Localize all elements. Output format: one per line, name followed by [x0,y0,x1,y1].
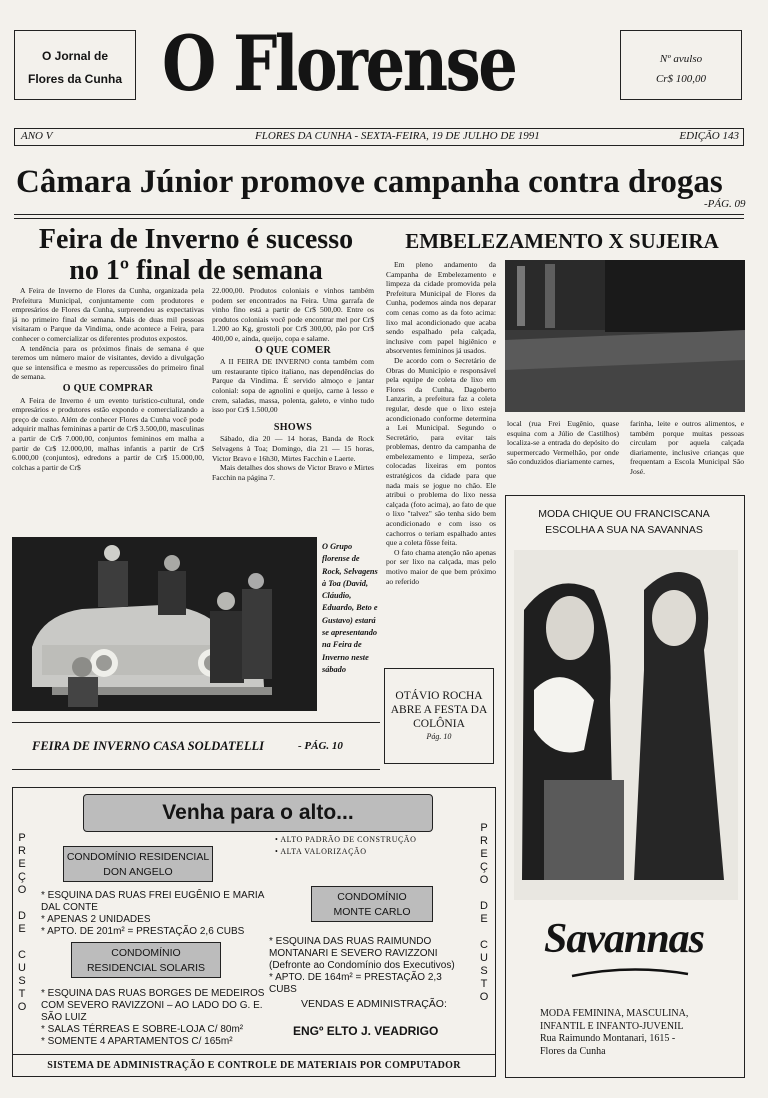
savannas-footer-line1: MODA FEMININA, MASCULINA, [540,1008,689,1019]
don-angelo-title-box [63,846,213,882]
monte-carlo-item-2: * APTO. DE 164m² = PRESTAÇÃO 2,3 CUBS [269,972,442,995]
masthead-left-line1: O Jornal de [41,49,109,63]
vertical-letter: C [480,939,488,951]
vertical-letter: D [480,900,488,912]
savannas-photo [514,550,738,900]
solaris-item-1: * ESQUINA DAS RUAS BORGES DE MEDEIROS COM SEVERO RAVIZZONI – AO LADO DO G. E. SÃO LUIZ [41,988,265,1023]
price-value: Cr$ 100,00 [655,73,707,85]
don-angelo-item-2: * APENAS 2 UNIDADES [41,914,151,925]
savannas-top-line2: ESCOLHA A SUA NA SAVANNAS [545,524,703,536]
monte-carlo-list [269,936,469,996]
vertical-letter [15,936,29,949]
feira-col1 [12,286,204,524]
embelezamento-p1: Em pleno andamento da Campanha de Embelezamento e limpeza da cidade promovida pela Prefeitura Municipal de Flores da Cunha, podemos ainda nos deparar com cenas como as da foto acima: lixo mal acondicionado que acaba sendo espalhado pela calçada, inclusive com papel higiênico e absorventes femininos já usados. [386,260,496,356]
condo-headline-bar [83,794,433,832]
solaris-item-2: * SALAS TÉRREAS E SOBRE-LOJA C/ 80m² [41,1024,244,1035]
feira-col2-p3: Sábado, dia 20 — 14 horas, Banda de Rock Selvagens à Toa; Domingo, dia 21 — 15 horas, Victor Bravo e 16h30, Mirtes Facchin e Laerte. [212,434,374,463]
solaris-title-2: RESIDENCIAL SOLARIS [86,962,206,974]
vertical-letter: O [479,874,489,886]
condo-features [275,834,416,858]
vertical-letter: T [480,978,488,990]
embelezamento-p3: O fato chama atenção não apenas por ser lixo na calçada, mas pelo motivo maior de que bem próximo ao referido [386,547,496,586]
savannas-photo-graphic [514,550,738,900]
solaris-title-box [71,942,221,978]
vertical-letter: Ç [18,871,26,883]
feira-col2-p4: Mais detalhes dos shows de Victor Bravo e Mirtes Facchin na página 7. [212,463,374,482]
top-headline: Câmara Júnior promove campanha contra drogas [16,164,723,200]
vertical-letter [477,887,491,900]
date-line: FLORES DA CUNHA - SEXTA-FEIRA, 19 DE JULHO DE 1991 [255,130,540,142]
feira-col1-p2: A tendência para os próximos finais de semana é que teremos um número maior de visitantes, devido a divulgação que se intensifica e mesmo as repercussões do primeiro final de semana. [12,343,204,382]
feira-headline-line2: no 1º final de semana [69,255,323,286]
vertical-letter: E [480,848,488,860]
savannas-footer-line3: Rua Raimundo Montanari, 1615 - [540,1033,676,1044]
don-angelo-item-3: * APTO. DE 201m² = PRESTAÇÃO 2,6 CUBS [41,926,245,937]
otavio-teaser-line3: COLÔNIA [413,718,465,730]
vertical-left-column [15,832,29,1014]
feature-1: • ALTO PADRÃO DE CONSTRUÇÃO [275,835,417,844]
embelezamento-subcol2: farinha, leite e outros alimentos, e também porque muitas pessoas circulam por aquela calçada diariamente, inclusive crianças que frequentam a Escola Municipal São José. [630,419,744,476]
don-angelo-title-1: CONDOMÍNIO RESIDENCIAL [66,851,210,863]
masthead-title: O Florense [162,19,516,108]
otavio-teaser-page: Pág. 10 [426,732,452,741]
don-angelo-item-1: * ESQUINA DAS RUAS FREI EUGÊNIO E MARIA DAL CONTE [41,890,264,913]
vertical-right-column [477,822,491,1004]
monte-carlo-title-2: MONTE CARLO [333,906,411,918]
vertical-left-letters [15,832,29,1014]
feira-col1-heading: O QUE COMPRAR [62,382,154,394]
savannas-ad [505,495,745,1078]
price-label: Nº avulso [659,53,703,65]
monte-carlo-title-1: CONDOMÍNIO [337,891,407,903]
feira-col1-p3: A Feira de Inverno é um evento turístico-cultural, onde empresários e produtores estão expondo e comercializando a preço de custo. Além de conhecer Flores da Cunha você pode adquirir malhas femininas a partir de Cr$ 3.500,00, masculinas a partir de Cr$ 7.000,00, conjuntos femininos em malha a partir de Cr$ 12.000,00, malhas infantis a partir de Cr$ 6.000,00 (conjuntos), edredons a partir de Cr$ 15.000,00, colchas a partir de Cr$ [12,395,204,472]
embelezamento-p2: De acordo com o Secretário de Obras do Município e responsável pela equipe de coleta de lixo em Flores da Cunha, Dagoberto Lanzarin, a prefeitura faz a coleta regular, desde que o lixo esteja acondicionado conforme determina a Lei Municipal. Segundo o Secretário, para evitar tais problemas, dentro da campanha de embelezamento e limpeza, serão colocadas lixeiras em pontos estratégicos da cidade para que nada mais se jogue no chão. Ele atribui o problema do lixo nessa calçada (foto acima), ao fato de que o lixo "talvez" são tenha sido bem acondicionado e com isso os cachorros o teriam espalhado antes que a coleta fôsse feita. [386,355,496,548]
embelezamento-col [386,260,496,722]
engineer-name: ENGº ELTO J. VEADRIGO [293,1024,439,1038]
vertical-letter: R [18,845,26,857]
feira-headline [14,224,378,286]
vertical-letter: D [18,910,26,922]
savannas-logo: Savannas [543,916,705,962]
band-photo-caption: O Grupo florense de Rock, Selvagens à Toa (David, Cláudio, Eduardo, Beto e Gustavo) estará se apresentando na Feira de Inverno neste sábado [322,542,378,674]
feira-col2-heading2: SHOWS [273,421,313,433]
edition-label: EDIÇÃO 143 [679,130,739,142]
embelezamento-headline: EMBELEZAMENTO X SUJEIRA [405,229,719,253]
vertical-letter: U [480,952,488,964]
feira-col2-p2: A II FEIRA DE INVERNO conta também com um restaurante típico italiano, nas dependências do Parque da Vindima. É servido almoço e jantar colonial: sopa de agnolini e queijo, carne à lesso e crem, saladas, massa, polenta, galeto, e vinho tudo isso por Cr$ 1.500,00 [212,357,374,415]
condo-ad [12,787,496,1077]
savannas-top-line1: MODA CHIQUE OU FRANCISCANA [538,508,710,520]
monte-carlo-item-1: * ESQUINA DAS RUAS RAIMUNDO MONTANARI E SEVERO RAVIZZONI (Defronte ao Condomínio dos Executivos) [269,936,455,971]
vertical-letter: T [18,988,26,1000]
vertical-letter: R [480,835,488,847]
top-headline-page: -PÁG. 09 [704,198,746,210]
vertical-right-letters [477,822,491,1004]
condo-bottom-bar [13,1054,495,1077]
vertical-letter: E [480,913,488,925]
garbage-photo [505,260,745,412]
savannas-logo-swash [570,966,690,982]
vertical-letter: Ç [480,861,488,873]
solaris-list [41,988,271,1048]
condo-headline: Venha para o alto... [162,801,354,824]
vertical-letter: P [18,832,26,844]
garbage-photo-graphic [505,260,745,412]
savannas-footer [540,1008,688,1058]
otavio-teaser-box [384,668,494,764]
don-angelo-title-2: DON ANGELO [103,866,173,878]
masthead-left-line2: Flores da Cunha [27,72,122,86]
feira-col1-p1: A Feira de Inverno de Flores da Cunha, organizada pela Prefeitura Municipal, conjuntamente com produtores e empresários de Flores da Cunha, surpreendeu as expectativas já no primeiro final de semana. Mais de duas mil pessoas visitaram o Parque da Vindima, onde acontece a Feira, para conhecer o comercializar os diferentes produtos expostos. [12,286,204,343]
otavio-teaser-line1: OTÁVIO ROCHA [395,690,483,702]
feira-bottom-teaser: FEIRA DE INVERNO CASA SOLDATELLI [32,739,265,753]
savannas-footer-line2: INFANTIL E INFANTO-JUVENIL [540,1020,684,1032]
vertical-letter: O [17,884,27,896]
divider-top [14,214,744,219]
sales-label: VENDAS E ADMINISTRAÇÃO: [301,998,447,1010]
vertical-letter: S [18,975,26,987]
masthead-left-box [14,30,136,100]
feira-col2 [212,286,374,524]
vertical-letter: E [18,923,26,935]
band-photo-graphic [12,537,317,711]
feira-col2-heading1: O QUE COMER [254,344,332,356]
feature-2: • ALTA VALORIZAÇÃO [275,847,367,856]
vertical-letter: O [479,991,489,1003]
ano-label: ANO V [21,130,53,142]
embelezamento-subcol1: local (rua Frei Eugênio, quase esquina com a Júlio de Castilhos) localiza-se a entrada do depósito do supermercado Vermelhão, por onde são conduzidos diariamente carnes, [507,419,619,467]
solaris-item-3: * SOMENTE 4 APARTAMENTOS C/ 165m² [41,1036,233,1047]
vertical-letter: E [18,858,26,870]
monte-carlo-title-box [311,886,433,922]
solaris-title-1: CONDOMÍNIO [111,947,181,959]
vertical-letter: P [480,822,488,834]
condo-bottom-text: SISTEMA DE ADMINISTRAÇÃO E CONTROLE DE MATERIAIS POR COMPUTADOR [47,1060,461,1071]
vertical-letter: U [18,962,26,974]
feira-bottom-box [12,722,380,770]
vertical-letter: S [480,965,488,977]
vertical-letter: C [18,949,26,961]
date-bar [14,128,744,146]
vertical-letter [15,897,29,910]
vertical-letter [477,926,491,939]
vertical-letter: O [17,1001,27,1013]
savannas-footer-line4: Flores da Cunha [540,1045,606,1057]
feira-bottom-page: - PÁG. 10 [298,740,343,752]
don-angelo-list [41,890,271,938]
otavio-teaser-line2: ABRE A FESTA DA [390,704,488,716]
band-photo [12,537,317,711]
feira-col2-p1: 22.000,00. Produtos coloniais e vinhos também podem ser encontrados na Feira. Uma garrafa de vinho fino está a partir de Cr$ 500,00. Entre os produtos coloniais você pode encontrar mel por Cr$ 1.200 ao Kg, grostoli por Cr$ 300,00, pão por Cr$ 400,00 e, ainda, queijo, copa e salame. [212,286,374,343]
feira-headline-line1: Feira de Inverno é sucesso [38,224,354,255]
masthead-right-box [620,30,742,100]
